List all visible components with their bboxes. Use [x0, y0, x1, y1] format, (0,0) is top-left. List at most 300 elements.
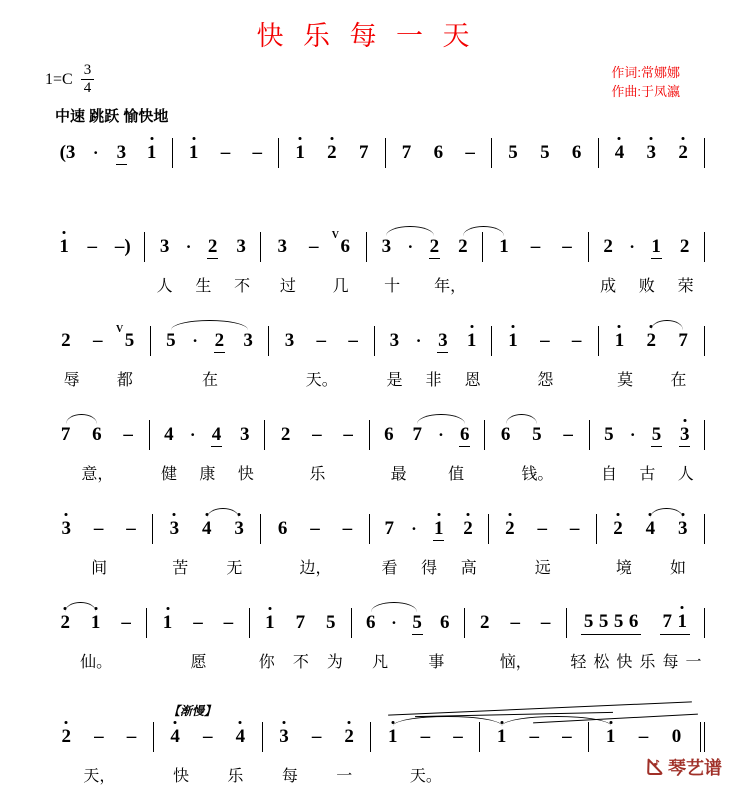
measure: [599, 138, 705, 201]
measure: [489, 514, 597, 577]
breath-mark: V: [331, 230, 340, 241]
score-system: [45, 608, 705, 702]
dash: –: [94, 726, 104, 747]
dash: –: [193, 612, 203, 633]
measure-lyrics: [45, 367, 151, 389]
lyric-syllable: 是: [386, 372, 403, 389]
lyric-syllable: 几: [332, 278, 349, 295]
note: 6: [460, 423, 470, 445]
note: 2: [61, 726, 72, 747]
measure-lyrics: [279, 179, 385, 201]
dot-separator: ·: [92, 143, 99, 162]
measure: [492, 326, 598, 389]
measure: [465, 608, 567, 671]
dot-separator: ·: [411, 519, 417, 538]
lyricist-credit: 作词:常娜娜: [611, 65, 680, 80]
dash: –: [563, 424, 573, 445]
lyric-syllable: 事: [428, 654, 445, 671]
measure-notes: [269, 326, 375, 356]
note: 3: [389, 330, 400, 351]
measure-notes: [386, 138, 492, 168]
measure-notes: [485, 420, 590, 450]
note: 3: [381, 236, 392, 257]
note: 7: [412, 424, 422, 445]
lyric-syllable: 值: [448, 466, 465, 483]
measure-lyrics: [492, 179, 598, 201]
dash: –: [309, 236, 319, 257]
dash: –: [465, 142, 475, 163]
measure: [492, 138, 598, 201]
measure-notes: [45, 514, 153, 544]
score-system: [45, 420, 705, 514]
lyric-syllable: 都: [116, 372, 133, 389]
note: 4: [645, 518, 656, 539]
measure-notes: [589, 232, 705, 262]
measure-notes: [154, 722, 263, 752]
lyric-syllable: 快: [173, 768, 190, 785]
measure-lyrics: [386, 179, 492, 201]
note: 2: [327, 142, 337, 163]
lyric-syllable: 得: [421, 560, 438, 577]
dash: –: [510, 612, 520, 633]
lyric-syllable: 健: [160, 466, 177, 483]
measure: [480, 722, 589, 785]
lyric-syllable: 天。: [409, 768, 442, 785]
measure-notes: [263, 722, 372, 752]
breath-mark: V: [116, 324, 124, 335]
measure: [147, 608, 249, 671]
note: 3: [438, 329, 448, 351]
measure-lyrics: [597, 555, 705, 577]
note: 1: [265, 612, 275, 633]
measure: [153, 514, 261, 577]
dash: –: [121, 612, 131, 633]
measure: [371, 722, 480, 785]
measure: [375, 326, 492, 389]
lyric-syllable: 天。: [305, 372, 338, 389]
qinyipu-logo: [644, 754, 722, 780]
note: 3: [116, 141, 127, 163]
dash: –: [93, 518, 104, 539]
lyric-syllable: 成: [600, 278, 617, 295]
note: 5 V: [124, 330, 135, 352]
dot-separator: ·: [189, 425, 196, 444]
note: 5: [508, 142, 518, 163]
dash: –: [571, 330, 582, 351]
note: 5: [532, 424, 542, 445]
dash: –: [530, 236, 541, 257]
note: 2: [613, 518, 623, 539]
note: 3: [678, 518, 688, 539]
lyric-syllable: 你: [258, 654, 275, 671]
measure-lyrics: [599, 367, 705, 389]
note: 5: [598, 611, 609, 632]
measure: [150, 420, 265, 483]
note: 3: [646, 142, 657, 163]
dash: –: [311, 726, 322, 747]
lyric-syllable: 一: [336, 768, 353, 785]
measure: [599, 326, 705, 389]
lyric-syllable: 在: [201, 372, 218, 389]
measure-lyrics: [489, 555, 597, 577]
dash: –: [310, 518, 320, 539]
dash: –: [92, 330, 103, 351]
measure: [589, 232, 705, 295]
measure-lyrics: [352, 649, 465, 671]
measure-lyrics: [483, 273, 589, 295]
lyric-syllable: 古: [639, 466, 656, 483]
lyric-syllable: 境: [615, 560, 632, 577]
dash: –: [126, 518, 136, 539]
note: 2: [480, 612, 490, 633]
measure-notes: [153, 514, 261, 544]
measure-lyrics: [370, 555, 489, 577]
measure: [45, 722, 154, 785]
song-title: 快 乐 每 一 天: [256, 21, 476, 51]
beam-group: [581, 611, 641, 635]
measure-notes: [597, 514, 705, 544]
note: 5: [412, 611, 422, 633]
lyric-syllable: 松: [593, 654, 610, 671]
note: 6: [500, 424, 511, 445]
dash: –): [114, 236, 131, 257]
measure-notes: [45, 722, 154, 752]
note: 1: [496, 726, 507, 747]
measure-lyrics: [567, 649, 705, 671]
lyric-syllable: 钱。: [521, 466, 554, 483]
lyric-syllable: 快: [616, 654, 633, 671]
time-signature: [81, 63, 95, 96]
note: 3: [236, 236, 246, 257]
measure: [263, 722, 372, 785]
lyric-syllable: 年，: [434, 278, 467, 295]
measure-notes: [375, 326, 492, 356]
lyric-syllable: 轻: [570, 654, 587, 671]
dot-separator: ·: [629, 237, 635, 256]
note: 2: [603, 236, 613, 257]
note: 2: [505, 518, 515, 539]
lyric-syllable: 过: [279, 278, 296, 295]
measure-notes: [150, 420, 265, 450]
dot-separator: ·: [438, 425, 444, 444]
lyric-syllable: 凡: [372, 654, 389, 671]
lyric-syllable: 间: [91, 560, 108, 577]
note: 1: [508, 330, 518, 351]
note: 7: [358, 142, 369, 163]
dash: –: [316, 330, 327, 351]
tempo-marking: 中速 跳跃 愉快地: [55, 108, 169, 125]
lyric-syllable: 如: [669, 560, 686, 577]
lyric-syllable: 乐: [227, 768, 244, 785]
note: 1: [295, 142, 305, 163]
measure-lyrics: [261, 273, 367, 295]
key-text: 1=C: [45, 70, 73, 88]
note: 3: [284, 330, 295, 351]
final-barline: [700, 722, 705, 752]
measure-lyrics: [45, 763, 154, 785]
meta-row: [0, 53, 732, 103]
measure-notes: [45, 232, 145, 262]
dash: –: [453, 726, 463, 747]
note: 3: [240, 424, 250, 445]
dash: –: [537, 518, 547, 539]
note: 4: [202, 518, 212, 539]
measure-lyrics: [265, 461, 370, 483]
lyric-syllable: 不: [234, 278, 251, 295]
dash: –: [202, 726, 213, 747]
dot-separator: ·: [192, 331, 198, 350]
note: 1: [433, 517, 444, 539]
measure-lyrics: [599, 179, 705, 201]
lyric-syllable: 最: [390, 466, 407, 483]
dash: –: [420, 726, 431, 747]
note: 1: [651, 235, 661, 257]
measure-lyrics: [492, 367, 598, 389]
note: 5: [604, 424, 614, 445]
dash: –: [562, 236, 572, 257]
dash: –: [220, 142, 231, 163]
measure-lyrics: [465, 649, 567, 671]
lyric-syllable: 快: [237, 466, 254, 483]
measure-notes: [45, 326, 151, 356]
measure-notes: [567, 608, 705, 638]
measure: [567, 608, 705, 671]
measure-lyrics: [367, 273, 483, 295]
note: 3: [159, 236, 170, 257]
lyric-syllable: 无: [226, 560, 243, 577]
note: 1: [614, 330, 625, 351]
note: 1: [90, 612, 101, 633]
note: 2: [60, 612, 70, 633]
measure-notes: [465, 608, 567, 638]
lyric-syllable: 人: [156, 278, 173, 295]
lyric-syllable: 生: [195, 278, 212, 295]
lyric-syllable: 苦: [172, 560, 189, 577]
measure-notes: [151, 326, 268, 356]
dash: –: [343, 424, 353, 445]
dash: –: [126, 726, 137, 747]
note: 2: [207, 235, 218, 257]
measure: [352, 608, 465, 671]
measure: [261, 232, 367, 295]
note: 3: [279, 726, 289, 747]
measure-lyrics: [590, 461, 705, 483]
score-system: [45, 514, 705, 608]
slur-arc: [393, 716, 502, 726]
note: 1: [162, 612, 173, 633]
note: 6: [92, 424, 102, 445]
note: 3: [234, 518, 244, 539]
measure: [485, 420, 590, 483]
lyric-syllable: 康: [199, 466, 216, 483]
score-system: [45, 232, 705, 326]
measure-notes: [599, 326, 705, 356]
measure-lyrics: [250, 649, 352, 671]
measure: [597, 514, 705, 577]
note: 5: [651, 423, 662, 445]
lyric-syllable: 每: [281, 768, 298, 785]
measure-notes: [261, 232, 367, 262]
note: 7: [662, 611, 672, 632]
measure-notes: [599, 138, 705, 168]
measure: [45, 138, 173, 201]
measure-lyrics: [45, 555, 153, 577]
lyric-syllable: 意，: [81, 466, 114, 483]
measure-lyrics: [375, 367, 492, 389]
note: 3: [277, 236, 287, 257]
note: 3: [169, 518, 180, 539]
dash: –: [529, 726, 539, 747]
lyric-syllable: 乐: [639, 654, 656, 671]
note: 2: [214, 329, 225, 351]
score: [0, 126, 732, 790]
measure-notes: [589, 722, 698, 752]
note: 1: [605, 726, 616, 747]
measure: [45, 232, 145, 295]
measure: [279, 138, 385, 201]
time-signature-bottom: 4: [83, 80, 92, 96]
measure-notes: [173, 138, 279, 168]
note: 7: [384, 518, 394, 539]
lyric-syllable: 仙。: [80, 654, 113, 671]
score-system: [45, 326, 705, 420]
note: 6 V: [340, 236, 351, 258]
measure-notes: [371, 722, 480, 752]
lyric-syllable: 边，: [299, 560, 332, 577]
lyric-syllable: 远: [534, 560, 551, 577]
note: 6: [571, 142, 582, 163]
measure-lyrics: [173, 179, 279, 201]
note: 1: [499, 236, 509, 257]
lyric-syllable: 看: [381, 560, 398, 577]
note: 1: [59, 236, 69, 257]
lyric-syllable: 高: [460, 560, 477, 577]
measure-lyrics: [150, 461, 265, 483]
lyric-syllable: 每: [662, 654, 679, 671]
dot-separator: ·: [391, 613, 397, 632]
measure-notes: [370, 514, 489, 544]
measure: [370, 514, 489, 577]
lyric-syllable: 败: [638, 278, 655, 295]
score-system: [45, 138, 705, 232]
measure-notes: [370, 420, 485, 450]
measure: [386, 138, 492, 201]
dot-separator: ·: [407, 237, 414, 256]
measure-notes: [145, 232, 261, 262]
measure-lyrics: [45, 179, 173, 201]
lyric-syllable: 在: [670, 372, 687, 389]
dash: –: [342, 518, 353, 539]
measure-notes: [279, 138, 385, 168]
measure: [265, 420, 370, 483]
measure-notes: [45, 420, 150, 450]
measure-notes: [590, 420, 705, 450]
note: 2: [280, 424, 291, 445]
note: 3: [61, 518, 71, 539]
note: 2: [646, 330, 657, 351]
rest-note: 0: [671, 726, 682, 747]
measure-notes: [265, 420, 370, 450]
measure-notes: [492, 138, 598, 168]
note: (3: [59, 142, 76, 163]
note: 5: [583, 611, 594, 632]
note: 5: [326, 612, 336, 633]
measure-lyrics: [370, 461, 485, 483]
dash: –: [87, 236, 97, 257]
key-signature: [45, 63, 94, 96]
note: 6: [384, 424, 394, 445]
dash: –: [223, 612, 234, 633]
measure-notes: [45, 138, 173, 168]
dot-separator: ·: [629, 425, 636, 444]
lyric-syllable: 非: [425, 372, 442, 389]
measure-lyrics: [154, 763, 263, 785]
measure: [370, 420, 485, 483]
measure: [173, 138, 279, 201]
measure-notes: [352, 608, 465, 638]
measure: [45, 608, 147, 671]
note: 5: [166, 330, 176, 351]
measure: [45, 326, 151, 389]
dash: –: [312, 424, 322, 445]
measure: [269, 326, 375, 389]
note: 4: [211, 423, 222, 445]
measure-lyrics: [263, 763, 372, 785]
note: 6: [366, 612, 376, 633]
measure-lyrics: [480, 763, 589, 785]
lyric-syllable: 一: [685, 654, 702, 671]
note: 1: [188, 142, 199, 163]
measure: [261, 514, 369, 577]
credits: [611, 63, 680, 101]
note: 1: [146, 142, 157, 163]
note: 4: [170, 726, 180, 747]
dot-separator: ·: [415, 331, 422, 350]
dash: –: [123, 424, 133, 445]
measure-notes: [480, 722, 589, 752]
measure: [590, 420, 705, 483]
qinyipu-logo-icon: [644, 756, 666, 778]
measure-lyrics: [261, 555, 369, 577]
measure-lyrics: [371, 763, 480, 785]
note: 2: [458, 236, 468, 257]
composer-credit: 作曲:于凤瀛: [611, 84, 680, 99]
note: 4: [164, 424, 174, 445]
lyric-syllable: 愿: [190, 654, 207, 671]
measure-lyrics: [147, 649, 249, 671]
lyric-syllable: 荣: [677, 278, 694, 295]
dot-separator: ·: [185, 237, 192, 256]
lyric-syllable: 怨: [537, 372, 554, 389]
dash: –: [569, 518, 580, 539]
note: 7: [401, 142, 412, 163]
measure-lyrics: [153, 555, 261, 577]
note: 7: [678, 330, 688, 351]
measure-lyrics: [45, 461, 150, 483]
note: 2: [678, 142, 688, 163]
measure-notes: [147, 608, 249, 638]
measure: [250, 608, 352, 671]
measure-notes: [367, 232, 483, 262]
score-system: [45, 702, 705, 790]
measure-lyrics: [589, 273, 705, 295]
measure-notes: [250, 608, 352, 638]
note: 6: [628, 611, 639, 632]
lyric-syllable: 人: [677, 466, 694, 483]
note: 5: [613, 611, 624, 632]
lyric-syllable: 乐: [309, 466, 326, 483]
lyric-syllable: 不: [292, 654, 309, 671]
